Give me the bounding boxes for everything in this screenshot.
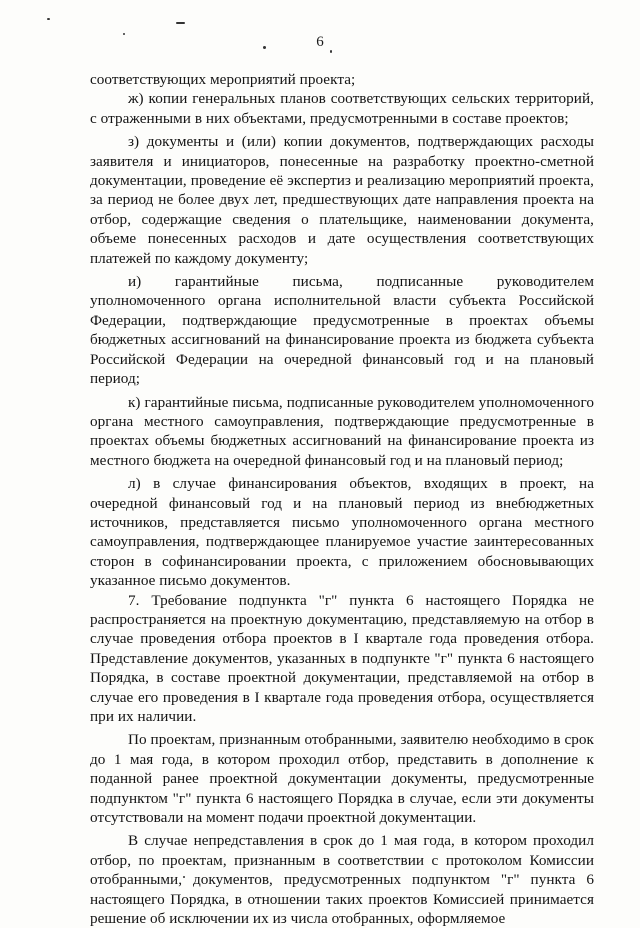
document-body — [90, 70, 594, 928]
page-number: 6 — [316, 34, 324, 50]
paragraph-continuation: соответствующих мероприятий проекта; — [90, 71, 356, 88]
scan-speck — [123, 33, 125, 35]
paragraph-selected-projects: По проектам, признанным отобранными, заявителю необходимо в срок до 1 мая года, в котором проходил отбор, представить в дополнение к поданной ранее проектной документации документы, предусмотренные подпунктом "г" пункта 6 настоящего Порядка в случае, если эти документы отсутствовали на момент подачи проектной документации. — [90, 731, 594, 827]
scan-speck — [263, 46, 266, 49]
paragraph-item-z: з) документы и (или) копии документов, подтверждающих расходы заявителя и инициаторов, понесенные на разработку проектно-сметной документации, проведение её экспертиз и реализацию мероприятий проекта, за период не более двух лет, предшествующих дате направления проекта на отбор, содержащие сведения о плательщике, наименовании документа, объеме понесенных расходов и дате осуществления соответствующих платежей по каждому документу; — [90, 133, 594, 267]
scan-speck — [330, 50, 332, 53]
paragraph-non-submission: В случае непредставления в срок до 1 мая года, в котором проходил отбор, по проектам, признанным в соответствии с протоколом Комиссии отобранными, документов, предусмотренных подпунктом "г" пункта 6 настоящего Порядка, в отношении таких проектов Комиссией принимается решение об исключении их из числа отобранных, оформляемое — [90, 832, 594, 928]
paragraph-section-7: 7. Требование подпункта "г" пункта 6 настоящего Порядка не распространяется на проектную документацию, представляемую на отбор в случае проведения отбора проектов в I квартале года проведения отбора. Представление документов, указанных в подпункте "г" пункта 6 настоящего Порядка, в составе проектной документации, представляемой на отбор в случае его проведения в I квартале года проведения отбора, осуществляется при их наличии. — [90, 591, 594, 725]
scan-speck — [176, 22, 185, 24]
paragraph-item-l: л) в случае финансирования объектов, входящих в проект, на очередной финансовый год и на плановый период из внебюджетных источников, представляется письмо уполномоченного органа местного самоуправления, подтверждающее планируемое участие заинтересованных сторон в софинансировании проекта, с приложением обосновывающих указанное письмо документов. — [90, 475, 594, 590]
paragraph-item-k: к) гарантийные письма, подписанные руководителем уполномоченного органа местного самоуправления, подтверждающие предусмотренные в проектах объемы бюджетных ассигнований на финансирование проекта из местного бюджета на очередной финансовый год и на плановый период; — [90, 393, 594, 469]
paragraph-item-zh: ж) копии генеральных планов соответствующих сельских территорий, с отраженными в них объектами, предусмотренными в составе проектов; — [90, 90, 594, 127]
scan-speck — [47, 18, 50, 20]
paragraph-item-i: и) гарантийные письма, подписанные руководителем уполномоченного органа исполнительной власти субъекта Российской Федерации, подтверждающие предусмотренные в проектах объемы бюджетных ассигнований на финансирование проекта из бюджета субъекта Российской Федерации на очередной финансовый год и на плановый период; — [90, 273, 594, 388]
